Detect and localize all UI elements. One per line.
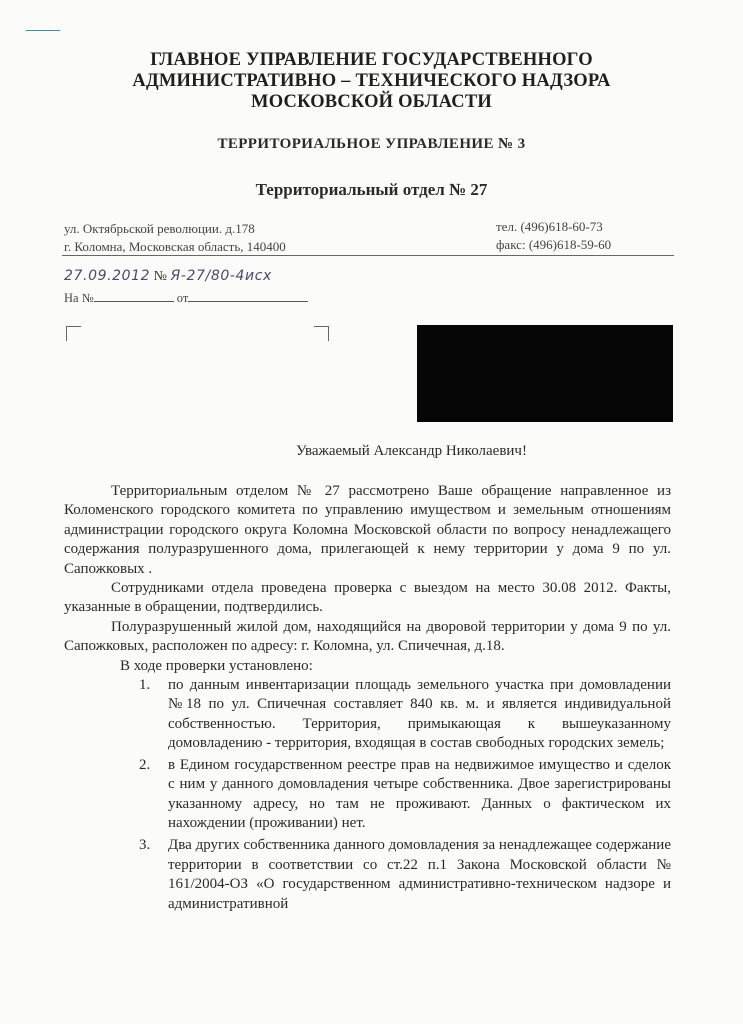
- outgoing-number: Я-27/80-4исх: [170, 268, 272, 284]
- letter-body: [64, 482, 671, 914]
- sender-address: [64, 220, 286, 256]
- incoming-number-blank: [94, 290, 174, 302]
- phone-number: тел. (496)618-60-73: [496, 219, 603, 234]
- list-item-number: 2.: [139, 756, 151, 773]
- paragraph-3: Полуразрушенный жилой дом, находящийся на дворовой территории у дома 9 по ул. Сапожковых, расположен по адресу: г. Коломна, ул. Спичечная, д.18.: [64, 618, 671, 655]
- paragraph-1: Территориальным отделом № 27 рассмотрено Ваше обращение направленное из Коломенского городского комитета по управлению имуществом и земельным отношениям администрации городского округа Коломна Московской области по вопросу ненадлежащего содержания полуразрушенного дома, прилегающей к нему территории у дома 9 по ул. Сапожковых .: [64, 483, 671, 577]
- address-field-bracket-right: [314, 326, 329, 341]
- sender-contacts: [496, 218, 611, 254]
- fax-number: факс: (496)618-59-60: [496, 237, 612, 252]
- org-line-3: МОСКОВСКОЙ ОБЛАСТИ: [251, 92, 492, 112]
- list-item: [64, 756, 671, 834]
- list-item-text: в Едином государственном реестре прав на недвижимое имущество и сделок с ним у данного домовладения четыре собственника. Двое зарегистрированы указанному адресу, но там не проживают. Данных о фактическом их нахождении (проживании) нет.: [168, 756, 671, 831]
- address-line-1: ул. Октябрьской революции. д.178: [64, 221, 255, 236]
- number-sign: №: [153, 269, 168, 284]
- incoming-label: На №: [64, 291, 94, 305]
- salutation: Уважаемый Александр Николаевич!: [296, 443, 527, 459]
- list-item-text: Два других собственника данного домовладения за ненадлежащее содержание территории в соответствии со ст.22 п.1 Закона Московской области № 161/2004-ОЗ «О государственном административно-техническом надзоре и административной: [168, 837, 671, 912]
- findings-intro: В ходе проверки установлено:: [120, 657, 313, 674]
- department-title: Территориальный отдел № 27: [255, 180, 488, 199]
- address-field-bracket-left: [66, 326, 81, 341]
- incoming-from-label: от: [176, 291, 189, 305]
- list-item: [64, 836, 671, 914]
- incoming-reference-line: [64, 290, 308, 306]
- address-line-2: г. Коломна, Московская область, 140400: [64, 239, 286, 254]
- findings-list: [64, 676, 671, 914]
- list-item-number: 3.: [139, 837, 151, 854]
- outgoing-date: 27.09.2012: [64, 268, 151, 284]
- list-item: [64, 676, 671, 754]
- header-divider: [62, 255, 674, 256]
- incoming-date-blank: [188, 290, 308, 302]
- paragraph-2: Сотрудниками отдела проведена проверка с выездом на место 30.08 2012. Факты, указанные в обращении, подтвердились.: [64, 580, 671, 616]
- redacted-recipient-block: [417, 325, 673, 422]
- list-item-text: по данным инвентаризации площадь земельного участка при домовладении №18 по ул. Спичечная составляет 840 кв. м. и является индивидуальной собственностью. Территория, примыкающая к вышеуказанному домовладению - территория, входящая в состав свободных городских земель;: [168, 677, 671, 752]
- territorial-administration: ТЕРРИТОРИАЛЬНОЕ УПРАВЛЕНИЕ № 3: [217, 136, 526, 152]
- org-line-1: ГЛАВНОЕ УПРАВЛЕНИЕ ГОСУДАРСТВЕННОГО: [150, 50, 593, 70]
- org-line-2: АДМИНИСТРАТИВНО – ТЕХНИЧЕСКОГО НАДЗОРА: [132, 71, 611, 91]
- list-item-number: 1.: [139, 677, 151, 694]
- outgoing-number-line: [64, 268, 272, 285]
- corner-pen-mark: [26, 30, 60, 31]
- organization-header: [0, 50, 743, 113]
